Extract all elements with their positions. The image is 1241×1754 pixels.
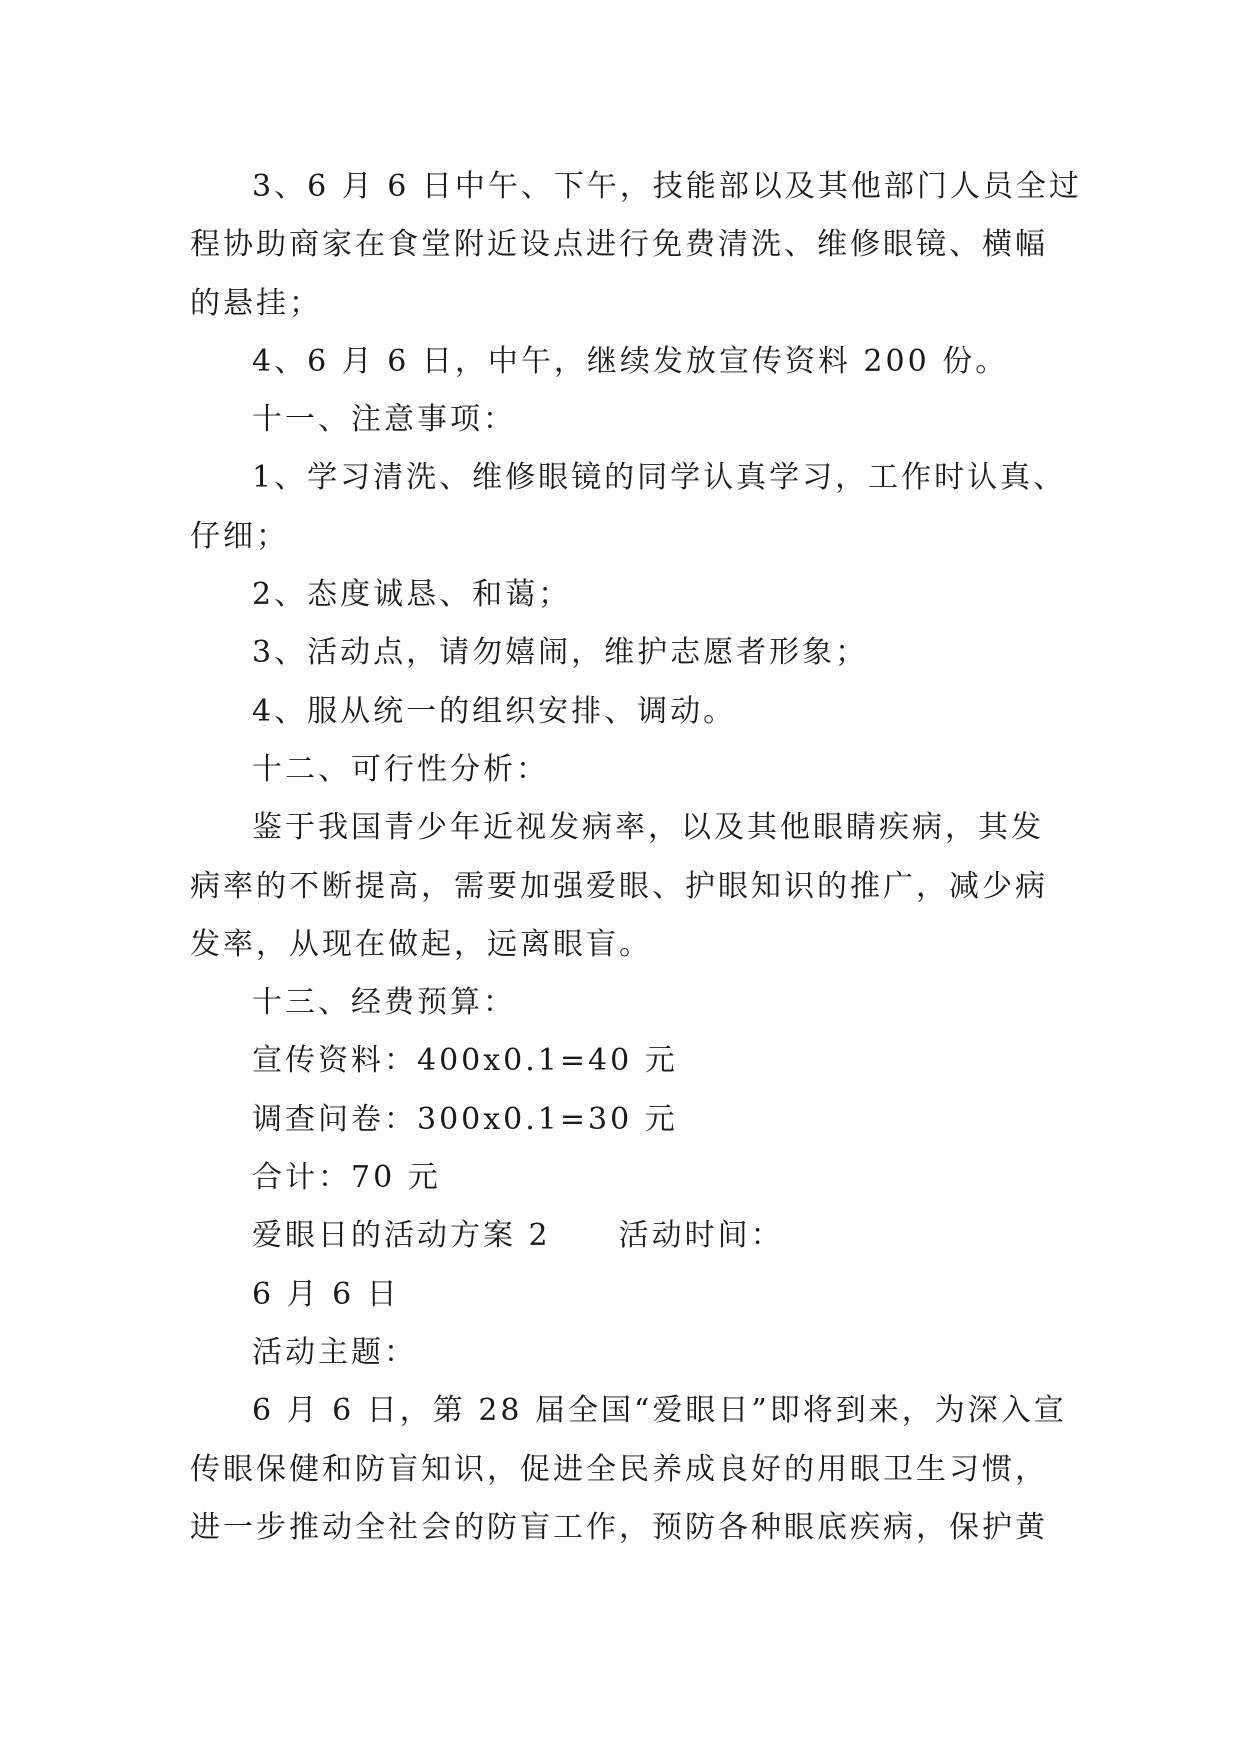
paragraph-line: 传眼保健和防盲知识，促进全民养成良好的用眼卫生习惯， — [190, 1451, 1048, 1487]
budget-total: 合计：70 元 — [252, 1160, 441, 1196]
paragraph-line: 6 月 6 日，第 28 届全国“爱眼日”即将到来，为深入宣 — [252, 1393, 1067, 1429]
activity-date: 6 月 6 日 — [252, 1276, 400, 1312]
paragraph-line: 进一步推动全社会的防盲工作，预防各种眼底疾病，保护黄 — [190, 1509, 1048, 1545]
paragraph-line: 鉴于我国青少年近视发病率，以及其他眼睛疾病，其发 — [252, 810, 1044, 846]
paragraph-line: 4、6 月 6 日，中午，继续发放宣传资料 200 份。 — [252, 343, 1009, 379]
budget-line: 调查问卷：300x0.1=30 元 — [252, 1101, 678, 1137]
section-heading: 十三、经费预算： — [252, 985, 516, 1021]
paragraph-line: 3、活动点，请勿嬉闹，维护志愿者形象； — [252, 635, 869, 671]
budget-line: 宣传资料：400x0.1=40 元 — [252, 1043, 678, 1079]
plan-title: 爱眼日的活动方案 2 — [252, 1218, 551, 1254]
paragraph-line: 程协助商家在食堂附近设点进行免费清洗、维修眼镜、横幅 — [190, 227, 1048, 263]
paragraph-line: 病率的不断提高，需要加强爱眼、护眼知识的推广，减少病 — [190, 868, 1048, 904]
section-heading: 十二、可行性分析： — [252, 751, 549, 787]
paragraph-line: 仔细； — [190, 518, 289, 554]
paragraph-line: 的悬挂； — [190, 285, 322, 321]
paragraph-line: 1、学习清洗、维修眼镜的同学认真学习，工作时认真、 — [252, 460, 1067, 496]
activity-time-label: 活动时间： — [618, 1218, 784, 1254]
section-heading: 十一、注意事项： — [252, 402, 516, 438]
plan-title-line — [190, 1207, 1060, 1265]
document-body — [190, 158, 1082, 1557]
paragraph-line: 3、6 月 6 日中午、下午，技能部以及其他部门人员全过 — [252, 169, 1082, 204]
paragraph-line: 2、态度诚恳、和蔼； — [252, 577, 572, 613]
paragraph-line: 4、服从统一的组织安排、调动。 — [252, 693, 737, 729]
paragraph-line: 发率，从现在做起，远离眼盲。 — [190, 926, 652, 962]
activity-theme-label: 活动主题： — [252, 1334, 417, 1370]
